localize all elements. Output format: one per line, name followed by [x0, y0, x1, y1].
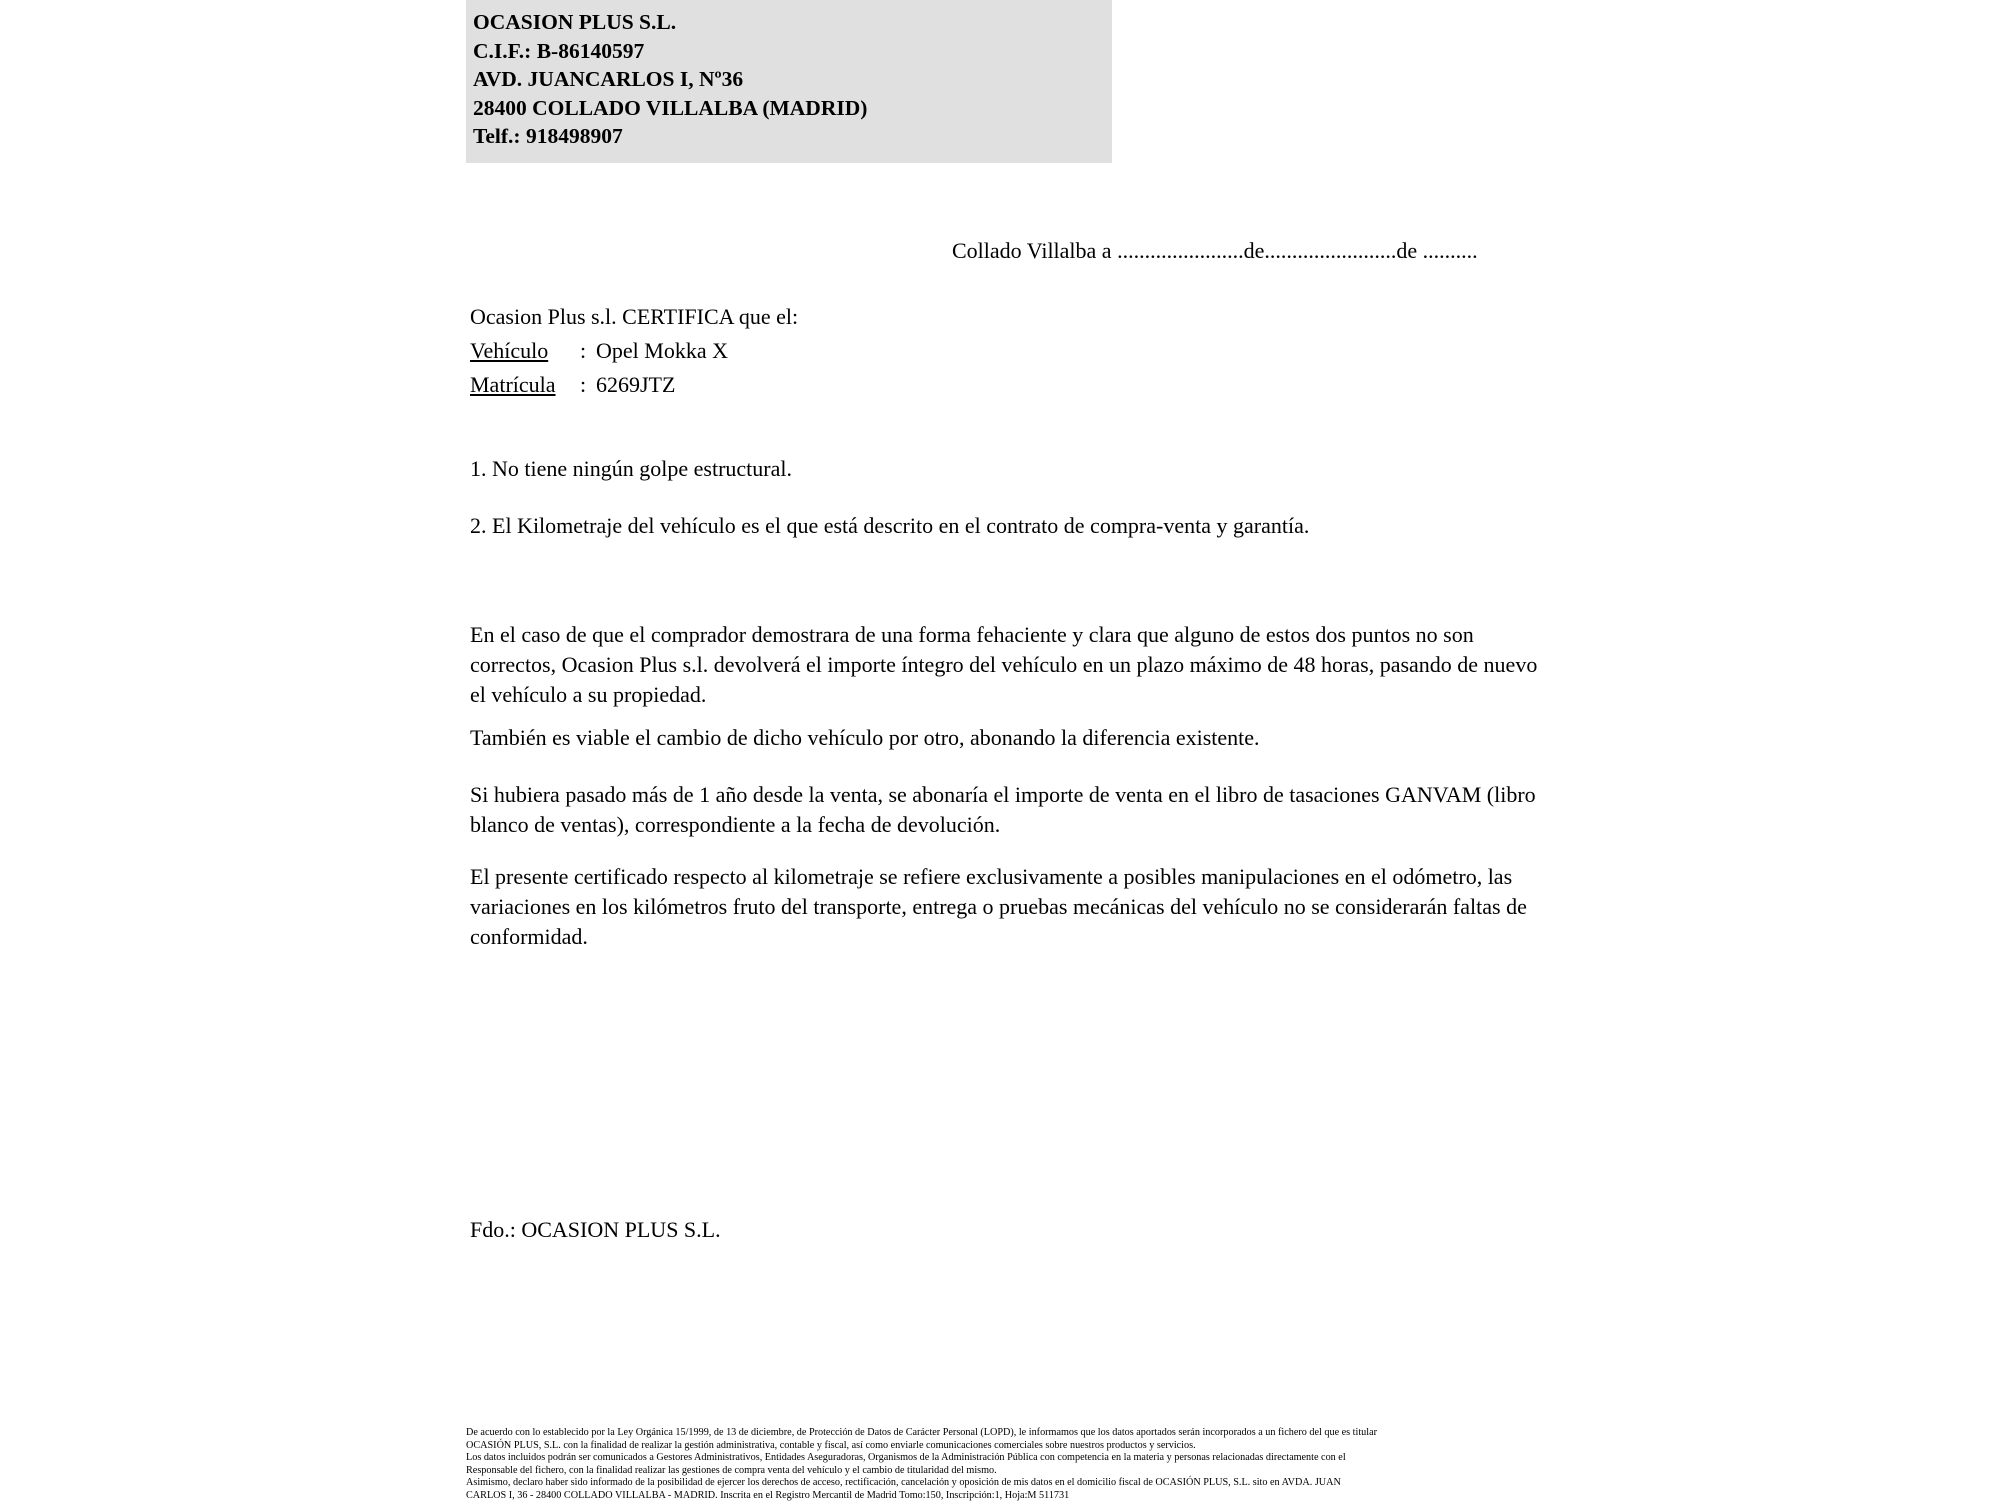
- letterhead-city: 28400 COLLADO VILLALBA (MADRID): [473, 95, 868, 120]
- signature-line: Fdo.: OCASION PLUS S.L.: [470, 1217, 721, 1242]
- certification-point-1: 1. No tiene ningún golpe estructural.: [470, 456, 792, 481]
- plate-field-row: [470, 368, 798, 402]
- plate-field-value: 6269JTZ: [596, 372, 676, 397]
- vehicle-field-separator: :: [580, 338, 587, 363]
- body-paragraph-4: El presente certificado respecto al kilometraje se refiere exclusivamente a posibles manipulaciones en el odómetro, las variaciones en los kilómetros fruto del transporte, entrega o pruebas mecánicas del vehículo no se considerarán faltas de conformidad.: [470, 864, 1527, 949]
- vehicle-field-label: Vehículo: [470, 338, 549, 363]
- vehicle-field-value: Opel Mokka X: [596, 338, 728, 363]
- legal-block1-line2: OCASIÓN PLUS, S.L. con la finalidad de realizar la gestión administrativa, contable y fiscal, así como enviarle comunicaciones comerciales sobre nuestros productos y servicios.: [466, 1439, 1196, 1451]
- letterhead-cif: C.I.F.: B-86140597: [473, 38, 645, 63]
- letterhead-phone: Telf.: 918498907: [473, 124, 623, 148]
- plate-field-label: Matrícula: [470, 372, 556, 397]
- body-paragraph-1: En el caso de que el comprador demostrara de una forma fehaciente y clara que alguno de estos dos puntos no son correctos, Ocasion Plus s.l. devolverá el importe íntegro del vehículo en un plazo máximo de 48 horas, pasando de nuevo el vehículo a su propiedad.: [470, 622, 1538, 707]
- legal-block2-line1: Los datos incluidos podrán ser comunicados a Gestores Administrativos, Entidades Aseguradoras, Organismos de la Administración Pública con competencia en la materia y personas relacionadas directamente con el: [466, 1452, 1346, 1464]
- legal-block3-line1: Asimismo, declaro haber sido informado de la posibilidad de ejercer los derechos de acceso, rectificación, cancelación y oposición de mis datos en el domicilio fiscal de OCASIÓN PLUS, S.L. sito en AVDA. JUAN: [466, 1477, 1341, 1489]
- vehicle-field-row: [470, 334, 798, 368]
- body-paragraph-2: También es viable el cambio de dicho vehículo por otro, abonando la diferencia existente.: [470, 725, 1260, 750]
- body-paragraph-3: Si hubiera pasado más de 1 año desde la venta, se abonaría el importe de venta en el libro de tasaciones GANVAM (libro blanco de ventas), correspondiente a la fecha de devolución.: [470, 782, 1536, 837]
- letterhead-block: [466, 0, 1112, 163]
- legal-footer: [466, 1427, 1556, 1503]
- dateline: Collado Villalba a .......................de........................de ..........: [952, 238, 1478, 263]
- letterhead-address: AVD. JUANCARLOS I, Nº36: [473, 67, 744, 91]
- legal-block2-line2: Responsable del fichero, con la finalidad realizar las gestiones de compra venta del vehículo y el cambio de titularidad del mismo.: [466, 1464, 997, 1476]
- legal-block1-line1: De acuerdo con lo establecido por la Ley Orgánica 15/1999, de 13 de diciembre, de Protección de Datos de Carácter Personal (LOPD), le informamos que los datos aportados serán incorporados a un fichero del que es titular: [466, 1427, 1378, 1438]
- certification-intro: Ocasion Plus s.l. CERTIFICA que el:: [470, 304, 799, 329]
- letterhead-company-name: OCASION PLUS S.L.: [473, 10, 677, 34]
- certification-point-2: 2. El Kilometraje del vehículo es el que está descrito en el contrato de compra-venta y garantía.: [470, 513, 1310, 538]
- legal-block3-line2: CARLOS I, 36 - 28400 COLLADO VILLALBA - MADRID. Inscrita en el Registro Mercantil de Madrid Tomo:150, Inscripción:1, Hoja:M 511731: [466, 1489, 1070, 1501]
- plate-field-separator: :: [580, 372, 587, 397]
- certification-block: [470, 300, 798, 402]
